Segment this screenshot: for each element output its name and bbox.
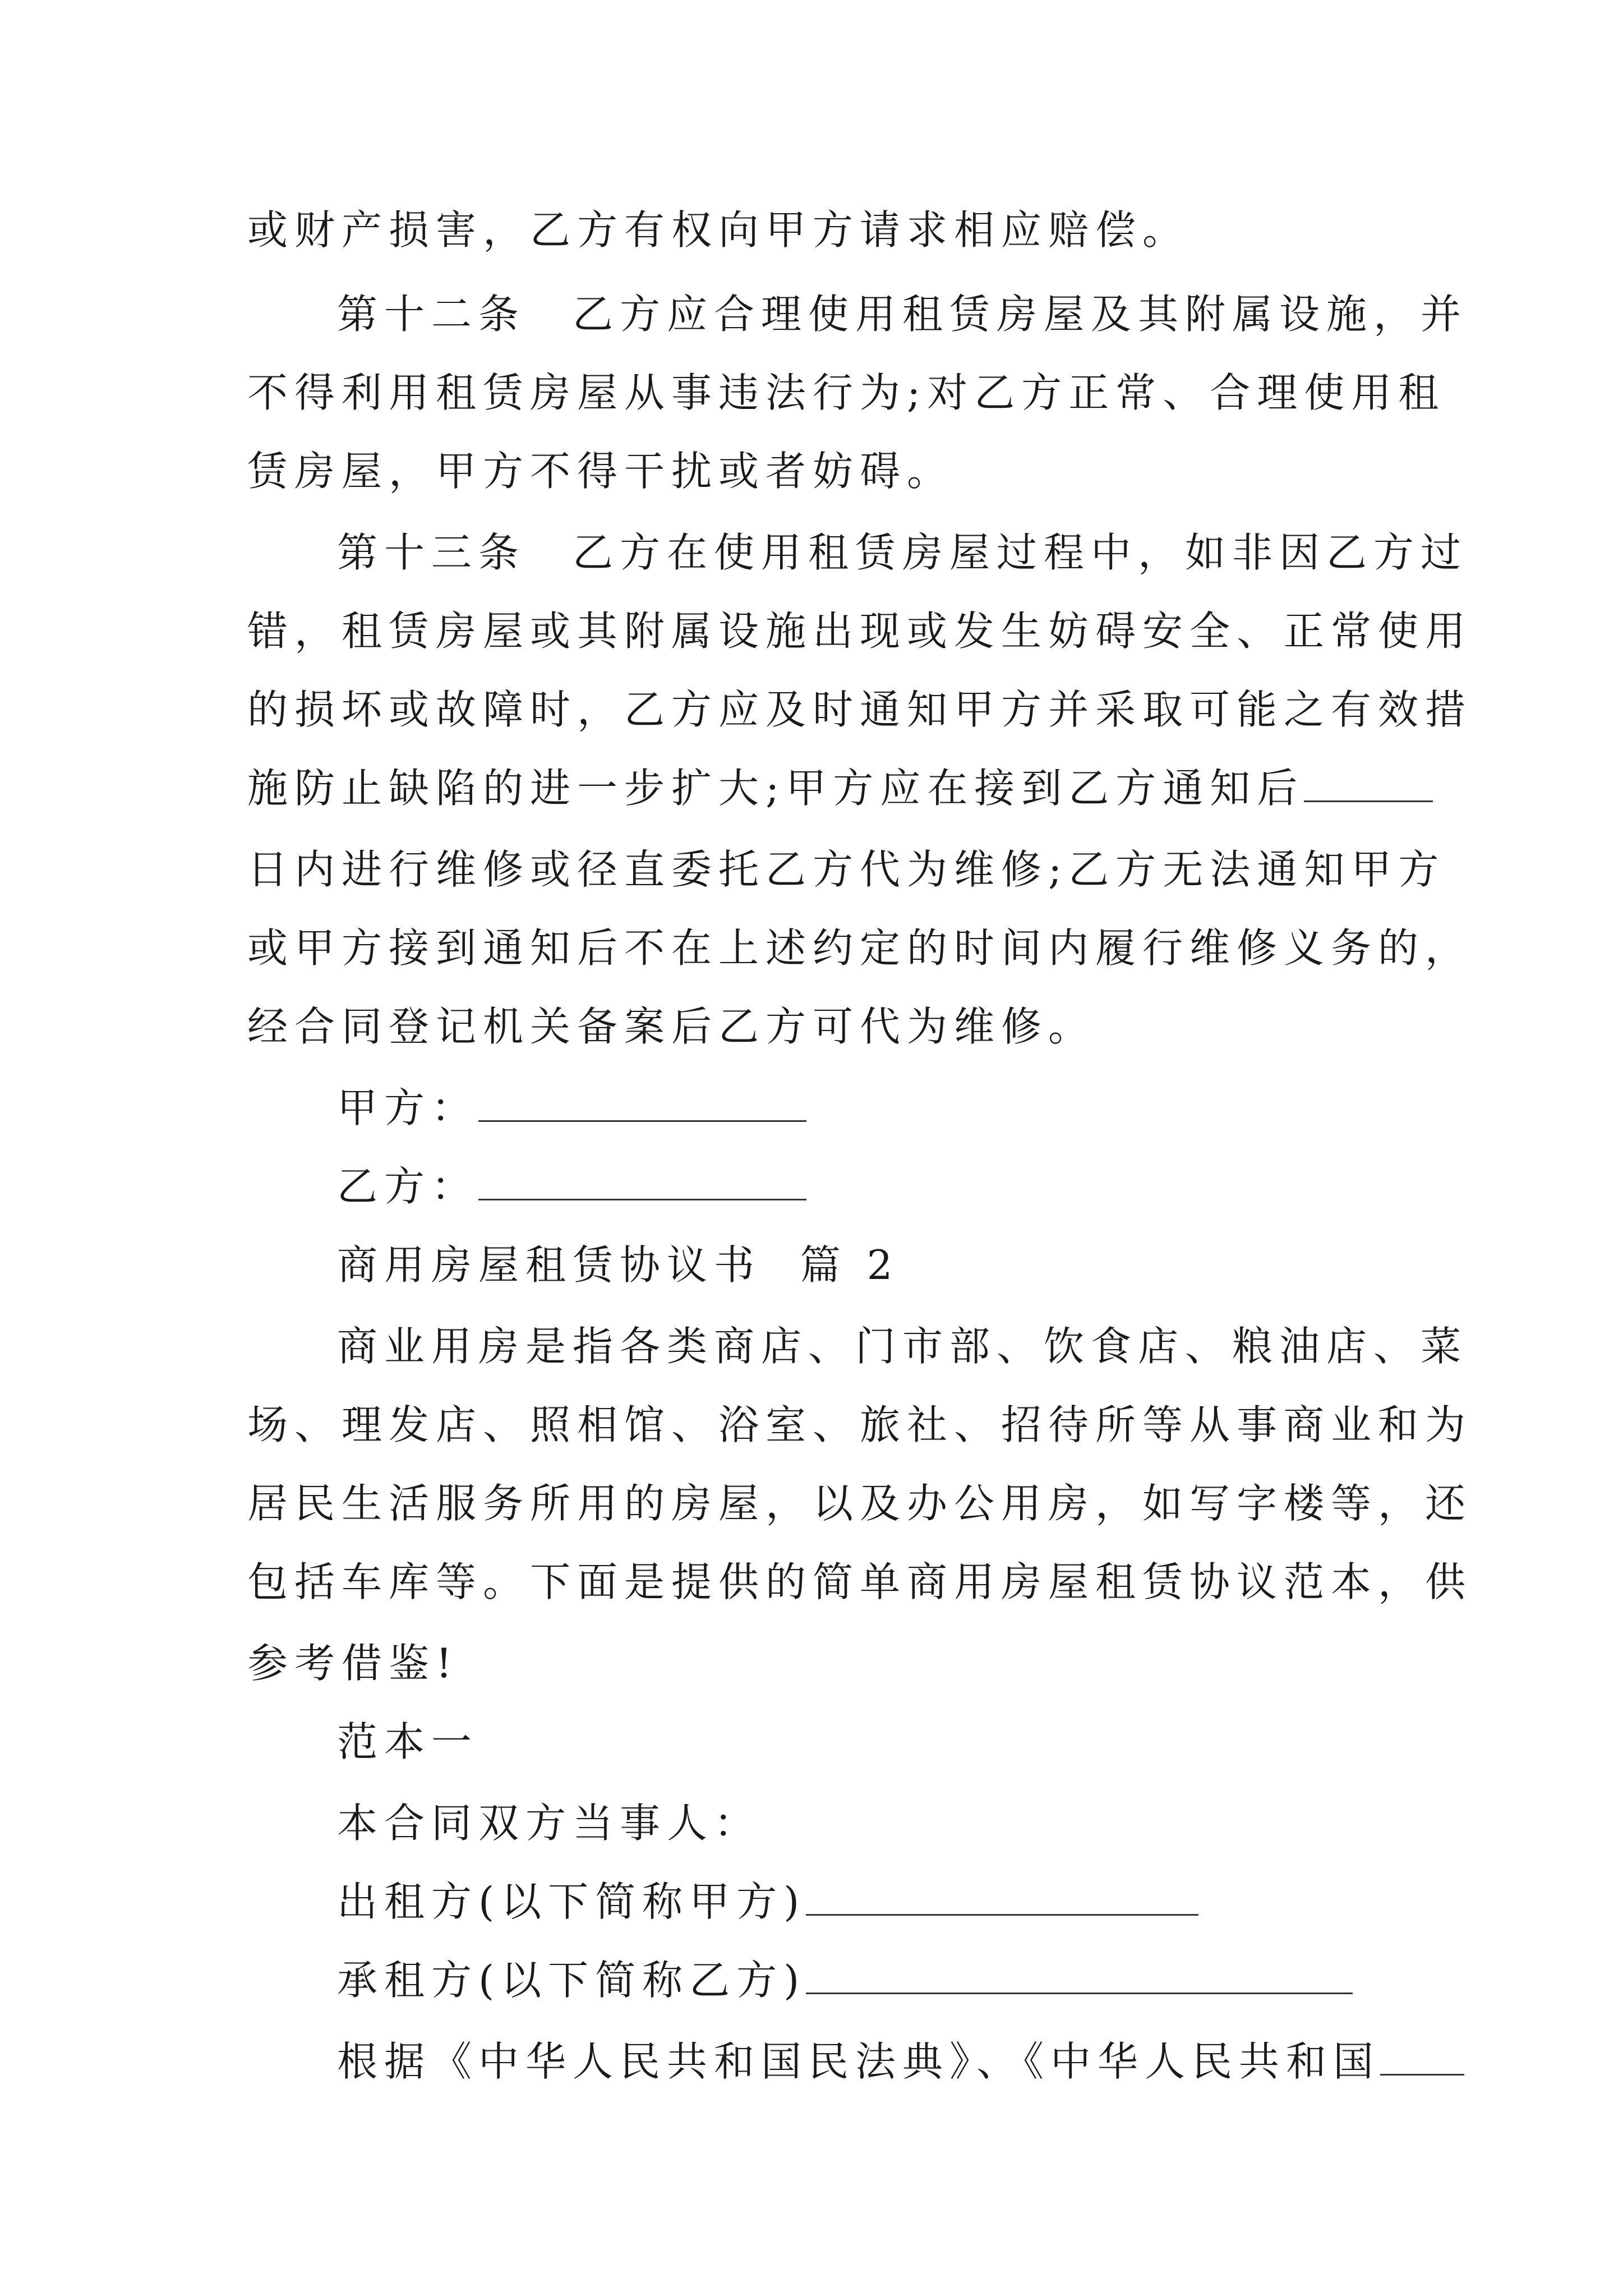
text-line: 赁房屋，甲方不得干扰或者妨碍。 [247,448,955,495]
text-line: 或财产损害，乙方有权向甲方请求相应赔偿。 [247,206,1190,254]
template-heading: 范本一 [337,1718,479,1765]
text-line: 错，租赁房屋或其附属设施出现或发生妨碍安全、正常使用 [247,608,1473,655]
text-line: 参考借鉴! [247,1640,459,1687]
clause-13-heading-line: 第十三条 乙方在使用租赁房屋过程中，如非因乙方过 [337,529,1468,576]
text-line: 包括车库等。下面是提供的简单商用房屋租赁协议范本，供 [247,1558,1473,1605]
lessor-line: 出租方(以下简称甲方) [337,1874,1198,1930]
text-line: 场、理发店、照相馆、浴室、旅社、招待所等从事商业和为 [247,1401,1473,1448]
clause-12-heading-line: 第十二条 乙方应合理使用租赁房屋及其附属设施，并 [337,291,1468,338]
text-line: 本合同双方当事人： [337,1800,762,1847]
text-line: 或甲方接到通知后不在上述约定的时间内履行维修义务的， [247,924,1473,972]
fill-in-blank-days [1304,761,1433,802]
lessee-blank [806,1953,1353,1994]
text-line: 经合同登记机关备案后乙方可代为维修。 [247,1003,1096,1050]
party-a-signature-line: 甲方： [337,1080,806,1136]
text-line: 商业用房是指各类商店、门市部、饮食店、粮油店、菜 [337,1323,1468,1370]
party-b-signature-line: 乙方： [337,1158,806,1214]
text-line: 不得利用租赁房屋从事违法行为;对乙方正常、合理使用租 [247,369,1446,416]
text-line: 根据《中华人民共和国民法典》、《中华人民共和国 [337,2033,1464,2090]
text-line: 的损坏或故障时，乙方应及时通知甲方并采取可能之有效措 [247,686,1473,733]
lessor-blank [806,1875,1198,1916]
party-b-blank [478,1159,806,1200]
law-name-blank [1380,2035,1464,2076]
section-title: 商用房屋租赁协议书 篇 2 [337,1241,900,1289]
text-line: 居民生活服务所用的房屋，以及办公用房，如写字楼等，还 [247,1480,1473,1527]
lessee-line: 承租方(以下简称乙方) [337,1952,1353,2008]
party-a-blank [478,1081,806,1122]
text-line: 施防止缺陷的进一步扩大;甲方应在接到乙方通知后 [247,760,1433,816]
text-line: 日内进行维修或径直委托乙方代为维修;乙方无法通知甲方 [247,846,1446,893]
